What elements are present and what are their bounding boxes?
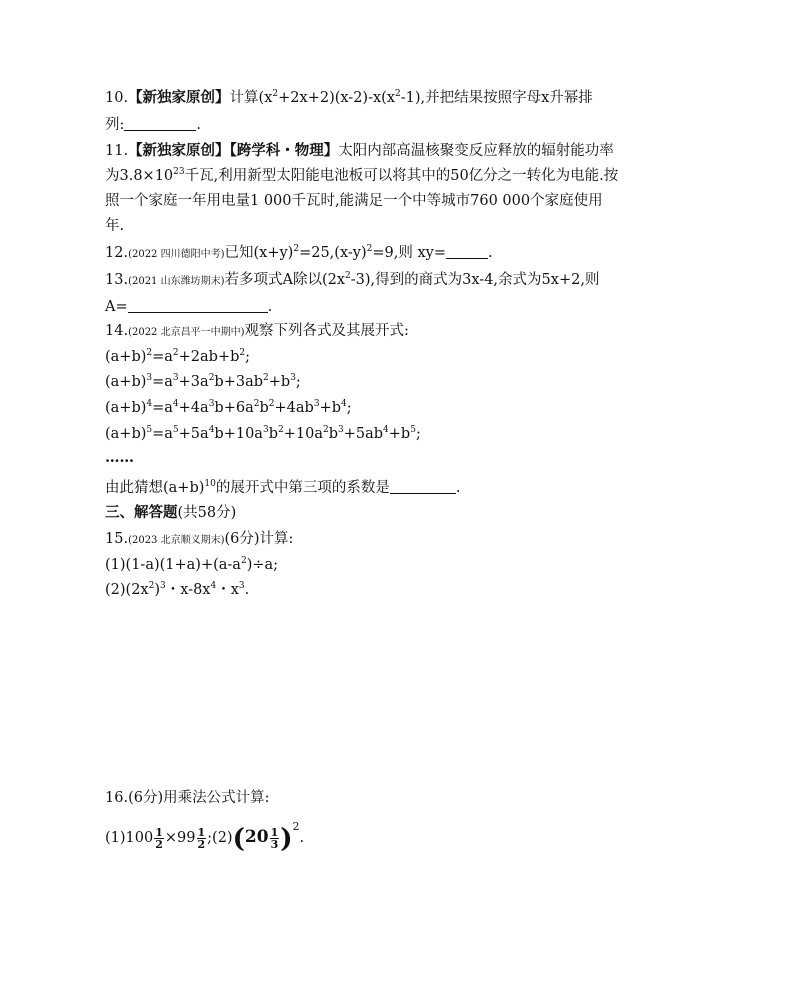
answer-blank[interactable] (124, 116, 196, 131)
fraction-one-half: $\frac{1}{2}$ (197, 825, 206, 851)
q11-number: 11. (105, 143, 129, 159)
q10-tag: 【新独家原创】 (128, 89, 230, 106)
q13-source: (2021 山东潍坊期末) (128, 276, 225, 287)
q14-conclusion: 由此猜想$(a+b)^{10}$的展开式中第三项的系数是 . (105, 479, 461, 496)
q16-number: 16. (105, 790, 129, 806)
q14-ellipsis: …… (105, 449, 134, 466)
q10-number: 10. (105, 90, 129, 106)
expansion-4: $(a+b)^4=a^4+4a^3b+6a^2b^2+4ab^3+b^4$; (105, 399, 352, 416)
q11-line2: 为$3.8\times 10^{23}$千瓦,利用新型太阳能电池板可以将其中的50亿分之一转化为电能.按 (105, 167, 619, 184)
q12-number: 12. (105, 245, 129, 261)
q10-line1: 10.【新独家原创】计算$(x^2+2x+2)(x-2)-x(x^2-1)$,并把结果按照字母x升幂排 (105, 89, 593, 106)
q16-expressions: (1)100 $\frac{1}{2}$ ×99 $\frac{1}{2}$ ;(2)(20 $\frac{1}{3}$ )$^2$. (105, 820, 305, 854)
expansion-5: $(a+b)^5=a^5+5a^4b+10a^3b^2+10a^2b^3+5ab^4+b^5$; (105, 425, 421, 442)
section-heading: 三、解答题(共58分) (105, 504, 237, 521)
q10-line2: 列: . (105, 117, 201, 133)
q15-line: 15.(2023 北京顺义期末)(6分)计算: (105, 531, 294, 547)
answer-blank[interactable] (446, 244, 488, 259)
expansion-3: $(a+b)^3=a^3+3a^2b+3ab^2+b^3$; (105, 373, 301, 390)
q11-line1: 11.【新独家原创】【跨学科・物理】太阳内部高温核聚变反应释放的辐射能功率 (105, 142, 614, 159)
q11-tag-interdisciplinary: 【跨学科・物理】 (229, 142, 339, 159)
q12-source: (2022 四川德阳中考) (128, 249, 225, 260)
q11-line3: 照一个家庭一年用电量1 000千瓦时,能满足一个中等城市760 000个家庭使用 (105, 193, 603, 209)
fraction-one-half: $\frac{1}{2}$ (155, 825, 163, 851)
q15-part2: $(2)(2x^2)^3$・$x-8x^4$・$x^3$. (105, 581, 250, 598)
expansion-2: $(a+b)^2=a^2+2ab+b^2$; (105, 348, 251, 365)
q13-line1: 13.(2021 山东潍坊期末)若多项式A除以$(2x^2-3)$,得到的商式为3x-4,余式为5x+2,则 (105, 271, 600, 288)
q12-line: 12.(2022 四川德阳中考)已知$(x+y)^2=25,(x-y)^2=9$,则 xy= . (105, 244, 493, 261)
q11-tag-original: 【新独家原创】 (128, 142, 230, 159)
q15-number: 15. (105, 531, 129, 547)
q14-source: (2022 北京昌平一中期中) (128, 327, 245, 338)
q15-part1: $(1)(1-a)(1+a)+(a-a^2)\div a$; (105, 556, 279, 573)
q14-number: 14. (105, 323, 129, 339)
q15-source: (2023 北京顺义期末) (128, 535, 225, 546)
q11-line4: 年. (105, 218, 125, 234)
q16-line: 16.(6分)用乘法公式计算: (105, 790, 270, 806)
answer-blank[interactable] (390, 479, 456, 494)
q13-number: 13. (105, 272, 129, 288)
q14-line: 14.(2022 北京昌平一中期中)观察下列各式及其展开式: (105, 323, 409, 339)
answer-blank[interactable] (128, 298, 268, 313)
q13-line2: A= . (105, 299, 273, 315)
fraction-one-third: $\frac{1}{3}$ (270, 825, 279, 851)
